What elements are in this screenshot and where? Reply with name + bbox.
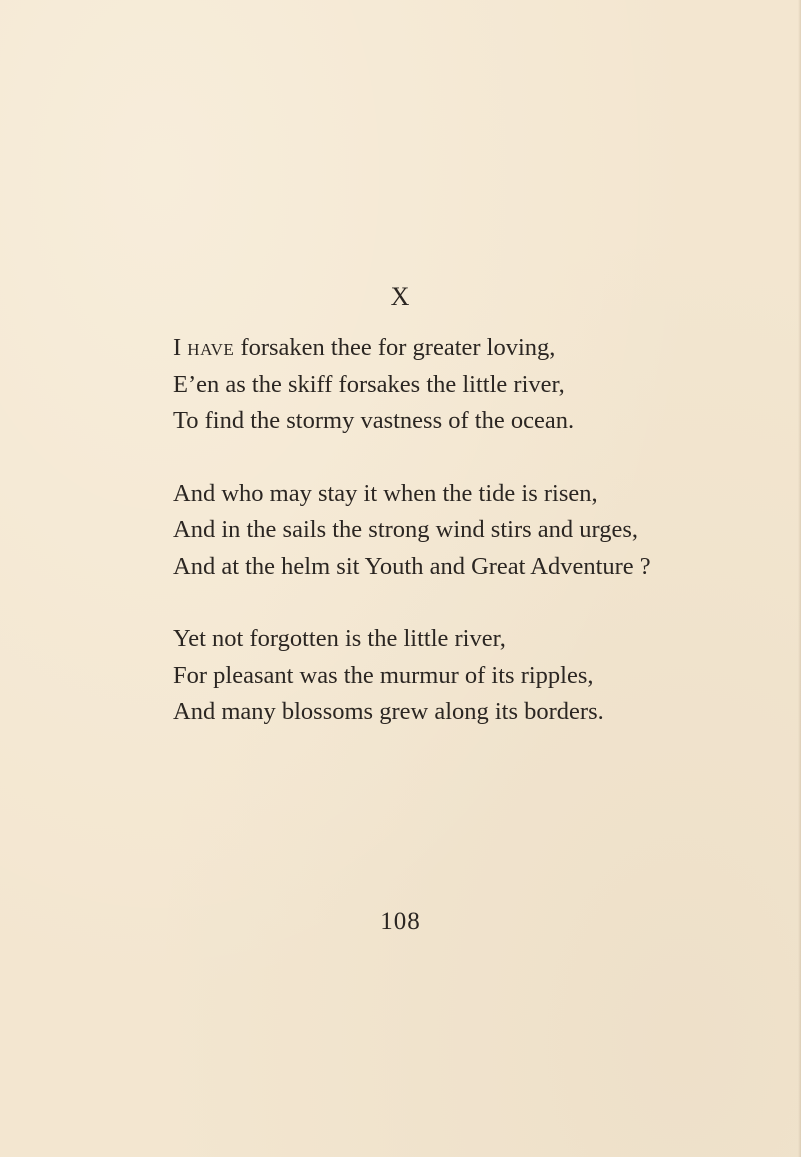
poem-line-5: And in the sails the strong wind stirs and urges, [173, 516, 639, 543]
poem-line-8: For pleasant was the murmur of its ripples, [173, 661, 594, 689]
poem-line-9: And many blossoms grew along its borders. [173, 698, 604, 725]
poem-number: X [390, 282, 411, 311]
poem-line-1 [173, 330, 783, 367]
first-line-rest: forsaken thee for greater loving, [240, 334, 556, 361]
poem-line-6: And at the helm sit Youth and Great Adventure ? [173, 552, 651, 580]
poem-line-4: And who may stay it when the tide is risen, [173, 479, 598, 507]
poem-body [173, 330, 783, 767]
first-word-smallcaps: have [187, 334, 235, 361]
stanza-2 [173, 476, 783, 586]
poem-line-7: Yet not forgotten is the little river, [173, 625, 506, 652]
stanza-1 [173, 330, 783, 440]
poem-line-2: E’en as the skiff forsakes the little river, [173, 370, 565, 398]
page-number: 108 [380, 908, 421, 935]
stanza-3 [173, 621, 783, 731]
poem-line-3: To find the stormy vastness of the ocean. [173, 407, 575, 434]
first-word-initial: I [173, 334, 182, 361]
